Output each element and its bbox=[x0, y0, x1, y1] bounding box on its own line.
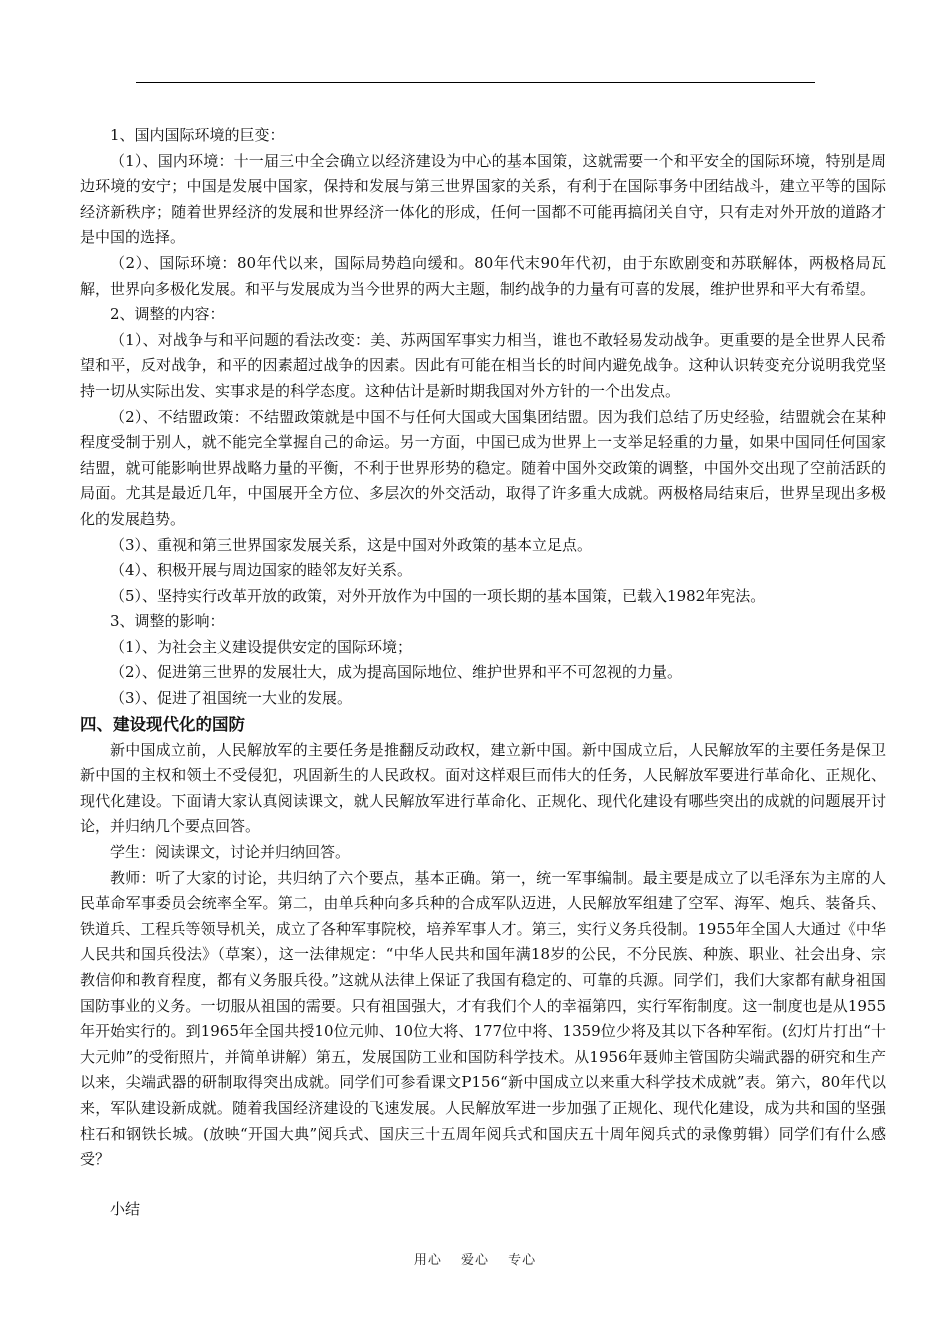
section-heading: 四、建设现代化的国防 bbox=[80, 714, 245, 734]
spacer bbox=[80, 1173, 886, 1197]
summary-label: 小结 bbox=[110, 1199, 141, 1218]
paragraph: 新中国成立前，人民解放军的主要任务是推翻反动政权，建立新中国。新中国成立后，人民解放军的主要任务是保卫新中国的主权和领土不受侵犯，巩固新生的人民政权。面对这样艰巨而伟大的任务，人民解放军要进行革命化、正规化、现代化建设。下面请大家认真阅读课文，就人民解放军进行革命化、正规化、现代化建设有哪些突出的成就的问题展开讨论，并归纳几个要点回答。 bbox=[80, 740, 886, 836]
paragraph: （5）、坚持实行改革开放的政策，对外开放作为中国的一项长期的基本国策，已载入1982年宪法。 bbox=[110, 586, 766, 605]
header-rule bbox=[136, 82, 815, 83]
paragraph: 2、调整的内容： bbox=[110, 305, 225, 324]
paragraph: （2）、国际环境：80年代以来，国际局势趋向缓和。80年代末90年代初，由于东欧剧变和苏联解体，两极格局瓦解，世界向多极化发展。和平与发展成为当今世界的两大主题，制约战争的力量有可喜的发展，维护世界和平大有希望。 bbox=[80, 253, 886, 298]
paragraph: 3、调整的影响： bbox=[110, 612, 225, 631]
paragraph: 学生：阅读课文，讨论并归纳回答。 bbox=[110, 843, 351, 862]
paragraph: （1）、国内环境：十一届三中全会确立以经济建设为中心的基本国策，这就需要一个和平安全的国际环境，特别是周边环境的安宁；中国是发展中国家，保持和发展与第三世界国家的关系，有利于在国际事务中团结战斗，建立平等的国际经济新秩序；随着世界经济的发展和世界经济一体化的形成，任何一国都不可能再搞闭关自守，只有走对外开放的道路才是中国的选择。 bbox=[80, 151, 886, 247]
paragraph: （1）、对战争与和平问题的看法改变：美、苏两国军事实力相当，谁也不敢轻易发动战争。更重要的是全世界人民希望和平，反对战争，和平的因素超过战争的因素。因此有可能在相当长的时间内避免战争。这种认识转变充分说明我党坚持一切从实际出发、实事求是的科学态度。这种估计是新时期我国对外方针的一个出发点。 bbox=[80, 330, 886, 400]
paragraph: （2）、促进第三世界的发展壮大，成为提高国际地位、维护世界和平不可忽视的力量。 bbox=[110, 663, 683, 682]
paragraph: 教师：听了大家的讨论，共归纳了六个要点，基本正确。第一，统一军事编制。最主要是成立了以毛泽东为主席的人民革命军事委员会统率全军。第二，由单兵种向多兵种的合成军队迈进，人民解放军组建了空军、海军、炮兵、装备兵、铁道兵、工程兵等领导机关，成立了各种军事院校，培养军事人才。第三，实行义务兵役制。1955年全国人大通过《中华人民共和国兵役法》（草案），这一法律规定：“中华人民共和国年满18岁的公民，不分民族、种族、职业、社会出身、宗教信仰和教育程度，都有义务服兵役。”这就从法律上保证了我国有稳定的、可靠的兵源。同学们，我们大家都有献身祖国国防事业的义务。一切服从祖国的需要。只有祖国强大，才有我们个人的幸福第四，实行军衔制度。这一制度也是从1955年开始实行的。到1965年全国共授10位元帅、10位大将、177位中将、1359位少将及其以下各种军衔。(幻灯片打出“十大元帅”的受衔照片，并简单讲解）第五，发展国防工业和国防科学技术。从1956年聂帅主管国防尖端武器的研究和生产以来，尖端武器的研制取得突出成就。同学们可参看课文P156“新中国成立以来重大科学技术成就”表。第六，80年代以来，军队建设新成就。随着我国经济建设的飞速发展。人民解放军进一步加强了正规化、现代化建设，成为共和国的坚强柱石和钢铁长城。(放映“开国大典”阅兵式、国庆三十五周年阅兵式和国庆五十周年阅兵式的录像剪辑）同学们有什么感受？ bbox=[80, 868, 886, 1169]
document-body bbox=[80, 123, 886, 1222]
paragraph: （3）、促进了祖国统一大业的发展。 bbox=[110, 689, 353, 708]
paragraph: （1）、为社会主义建设提供安定的国际环境； bbox=[110, 637, 413, 656]
paragraph: （2）、不结盟政策：不结盟政策就是中国不与任何大国或大国集团结盟。因为我们总结了历史经验，结盟就会在某种程度受制于别人，就不能完全掌握自己的命运。另一方面，中国已成为世界上一支举足轻重的力量，如果中国同任何国家结盟，就可能影响世界战略力量的平衡，不利于世界形势的稳定。随着中国外交政策的调整，中国外交出现了空前活跃的局面。尤其是最近几年，中国展开全方位、多层次的外交活动，取得了许多重大成就。两极格局结束后，世界呈现出多极化的发展趋势。 bbox=[80, 407, 886, 528]
paragraph: （4）、积极开展与周边国家的睦邻友好关系。 bbox=[110, 561, 413, 580]
paragraph: （3）、重视和第三世界国家发展关系，这是中国对外政策的基本立足点。 bbox=[110, 535, 593, 554]
paragraph: 1、国内国际环境的巨变： bbox=[110, 126, 285, 144]
page-footer: 用心 爱心 专心 bbox=[413, 1253, 537, 1268]
